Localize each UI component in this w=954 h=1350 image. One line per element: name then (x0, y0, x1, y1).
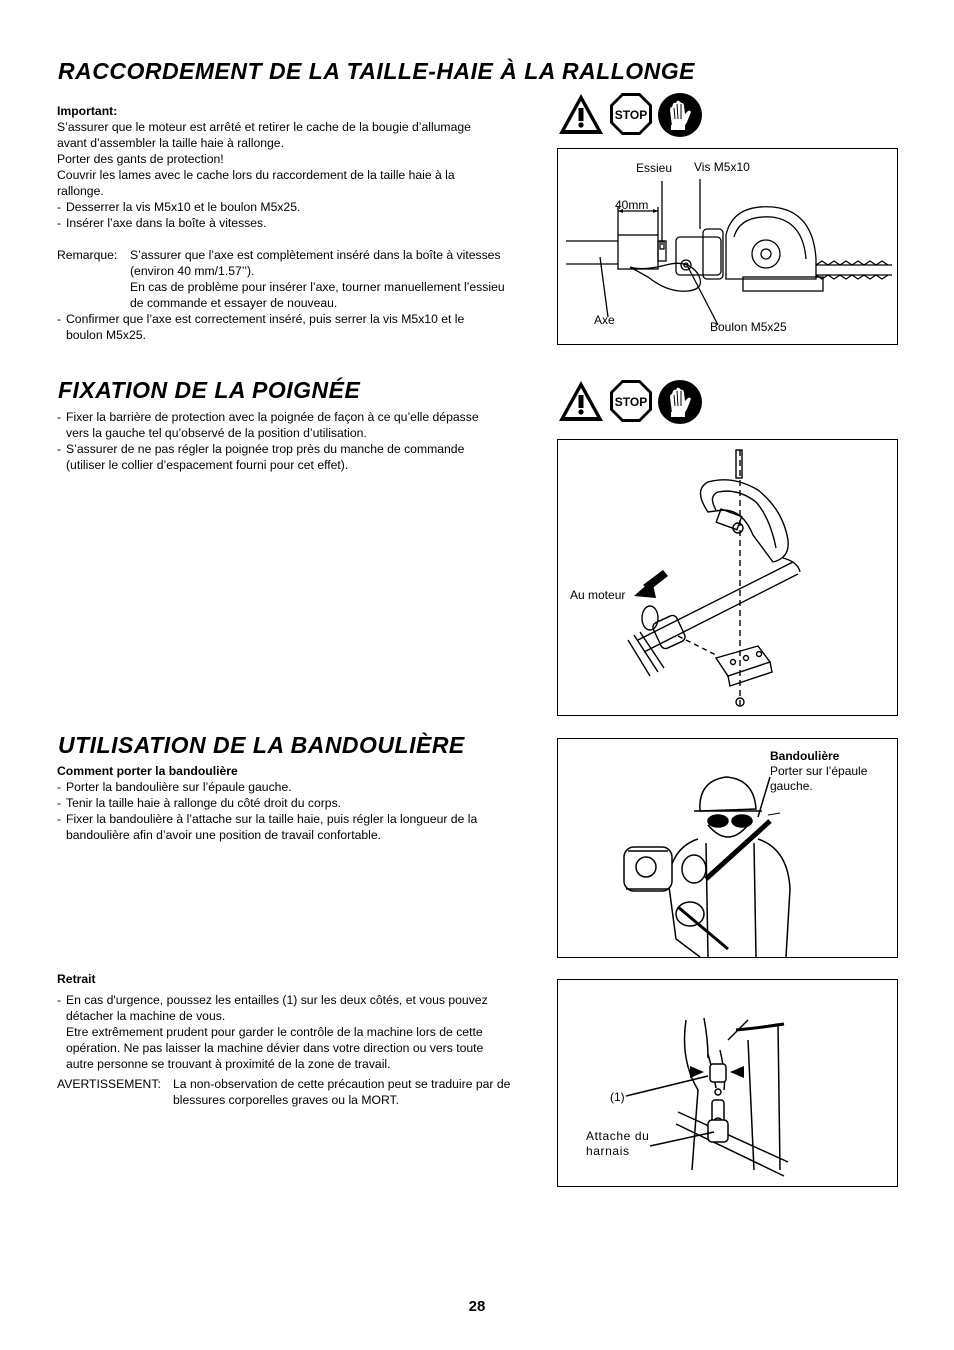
remark-line: de commande et essayer de nouveau. (130, 296, 338, 310)
remark (57, 247, 537, 311)
list-item-text: Tenir la taille haie à rallonge du côté droit du corps. (66, 796, 342, 810)
section1-text (57, 103, 537, 343)
section-title-bandouliere: UTILISATION DE LA BANDOULIÈRE (58, 732, 465, 758)
section4-text (57, 992, 537, 1108)
text-line: Couvrir les lames avec le cache lors du raccordement de la taille haie à la (57, 168, 455, 182)
section2-text (57, 409, 537, 473)
label-porter2: gauche. (770, 779, 813, 793)
subtitle: Comment porter la bandoulière (57, 764, 238, 778)
label-axe: Axe (594, 313, 615, 327)
list-item-text: Desserrer la vis M5x10 et le boulon M5x25. (66, 200, 301, 214)
list-item-text: opération. Ne pas laisser la machine dévier dans votre direction ou vers toute (66, 1041, 484, 1055)
list-item: - En cas d'urgence, poussez les entailles (1) sur les deux côtés, et vous pouvez détacher la machine de vous. Etre extrêmement prudent pour garder le contrôle de la machine lors de cette opération. Ne pas laisser la machine dévier dans votre direction ou vers toute autre personne se trouvant à proximité de la zone de travail. (57, 993, 488, 1071)
handle-drawing (558, 440, 897, 715)
list-item: - Porter la bandoulière sur l’épaule gauche. (57, 780, 292, 794)
gloves-icon (657, 92, 703, 138)
list-item-text: Insérer l’axe dans la boîte à vitesses. (66, 216, 267, 230)
remark-label: Remarque: (57, 248, 118, 262)
safety-icons (557, 92, 703, 138)
stop-sign-icon (609, 379, 653, 423)
warning-label: AVERTISSEMENT: (57, 1077, 161, 1091)
list-item-text: Etre extrêmement prudent pour garder le contrôle de la machine lors de cette (66, 1025, 483, 1039)
list-item: - Confirmer que l’axe est correctement inséré, puis serrer la vis M5x10 et le boulon M5x25. (57, 312, 465, 342)
label-40mm: 40mm (615, 198, 649, 212)
list-item-text: bandoulière afin d’avoir une position de travail confortable. (66, 828, 382, 842)
list-item-text: autre personne se trouvant à proximité de la zone de travail. (66, 1057, 391, 1071)
text-line: rallonge. (57, 184, 104, 198)
label-vis: Vis M5x10 (694, 160, 750, 174)
text-line: avant d’assembler la taille haie à rallonge. (57, 136, 284, 150)
label-porter1: Porter sur l’épaule (770, 764, 868, 778)
list-item-text: détacher la machine de vous. (66, 1009, 226, 1023)
list-item: - Insérer l’axe dans la boîte à vitesses. (57, 216, 267, 230)
list-item: - Fixer la bandoulière à l’attache sur la taille haie, puis régler la longueur de la bandoulière afin d’avoir une position de travail confortable. (57, 812, 478, 842)
list-item-text: En cas d'urgence, poussez les entailles (1) sur les deux côtés, et vous pouvez (66, 993, 488, 1007)
section3-text (57, 763, 537, 843)
warning-triangle-icon (557, 92, 605, 136)
text-line: Porter des gants de protection! (57, 152, 224, 166)
list-item: - S’assurer de ne pas régler la poignée trop près du manche de commande (utiliser le collier d’espacement fourni pour cet effet). (57, 442, 465, 472)
remark-line: En cas de problème pour insérer l’axe, tourner manuellement l’essieu (130, 280, 505, 294)
list-item: - Desserrer la vis M5x10 et le boulon M5x25. (57, 200, 301, 214)
label-attache1: Attache du (586, 1129, 650, 1143)
remark-line: (environ 40 mm/1.57’’). (130, 264, 255, 278)
stop-text: STOP (614, 395, 648, 409)
label-au-moteur: Au moteur (570, 588, 626, 602)
figure-handle-mounting (557, 439, 898, 716)
section-title-retrait: Retrait (57, 972, 96, 986)
figure-shoulder-strap (557, 738, 898, 958)
list-item-text: S’assurer de ne pas régler la poignée trop près du manche de commande (66, 442, 465, 456)
list-item-text: Porter la bandoulière sur l’épaule gauche. (66, 780, 292, 794)
section-title-fixation: FIXATION DE LA POIGNÉE (58, 377, 361, 403)
label-essieu: Essieu (636, 161, 673, 175)
label-bandouliere: Bandoulière (770, 749, 840, 763)
warning-triangle-icon (557, 379, 605, 423)
label-boulon: Boulon M5x25 (710, 320, 787, 334)
list-item-text: Fixer la barrière de protection avec la poignée de façon à ce qu’elle dépasse (66, 410, 479, 424)
safety-icons (557, 379, 703, 425)
figure-gearbox-connection (557, 148, 898, 345)
page-number: 28 (468, 1298, 486, 1315)
list-item-text: boulon M5x25. (66, 328, 146, 342)
gloves-icon (657, 379, 703, 425)
list-item-text: Fixer la bandoulière à l’attache sur la taille haie, puis régler la longueur de la (66, 812, 478, 826)
stop-sign-icon (609, 92, 653, 136)
stop-text: STOP (614, 108, 648, 122)
warning (57, 1076, 537, 1108)
important-label: Important: (57, 104, 118, 118)
label-one: (1) (610, 1090, 625, 1104)
figure-harness-release (557, 979, 898, 1187)
list-item-text: (utiliser le collier d’espacement fourni pour cet effet). (66, 458, 349, 472)
list-item-text: Confirmer que l’axe est correctement inséré, puis serrer la vis M5x10 et le (66, 312, 465, 326)
label-attache2: harnais (586, 1144, 630, 1158)
section-title-raccordement: RACCORDEMENT DE LA TAILLE-HAIE À LA RALLONGE (58, 58, 696, 84)
warning-line: blessures corporelles graves ou la MORT. (173, 1093, 400, 1107)
remark-line: S’assurer que l’axe est complètement inséré dans la boîte à vitesses (130, 248, 501, 262)
list-item: - Tenir la taille haie à rallonge du côté droit du corps. (57, 796, 342, 810)
list-item-text: vers la gauche tel qu’observé de la position d’utilisation. (66, 426, 367, 440)
list-item: - Fixer la barrière de protection avec la poignée de façon à ce qu’elle dépasse vers la gauche tel qu’observé de la position d’utilisation. (57, 410, 479, 440)
warning-line: La non-observation de cette précaution peut se traduire par de (173, 1077, 511, 1091)
text-line: S’assurer que le moteur est arrêté et retirer le cache de la bougie d’allumage (57, 120, 471, 134)
